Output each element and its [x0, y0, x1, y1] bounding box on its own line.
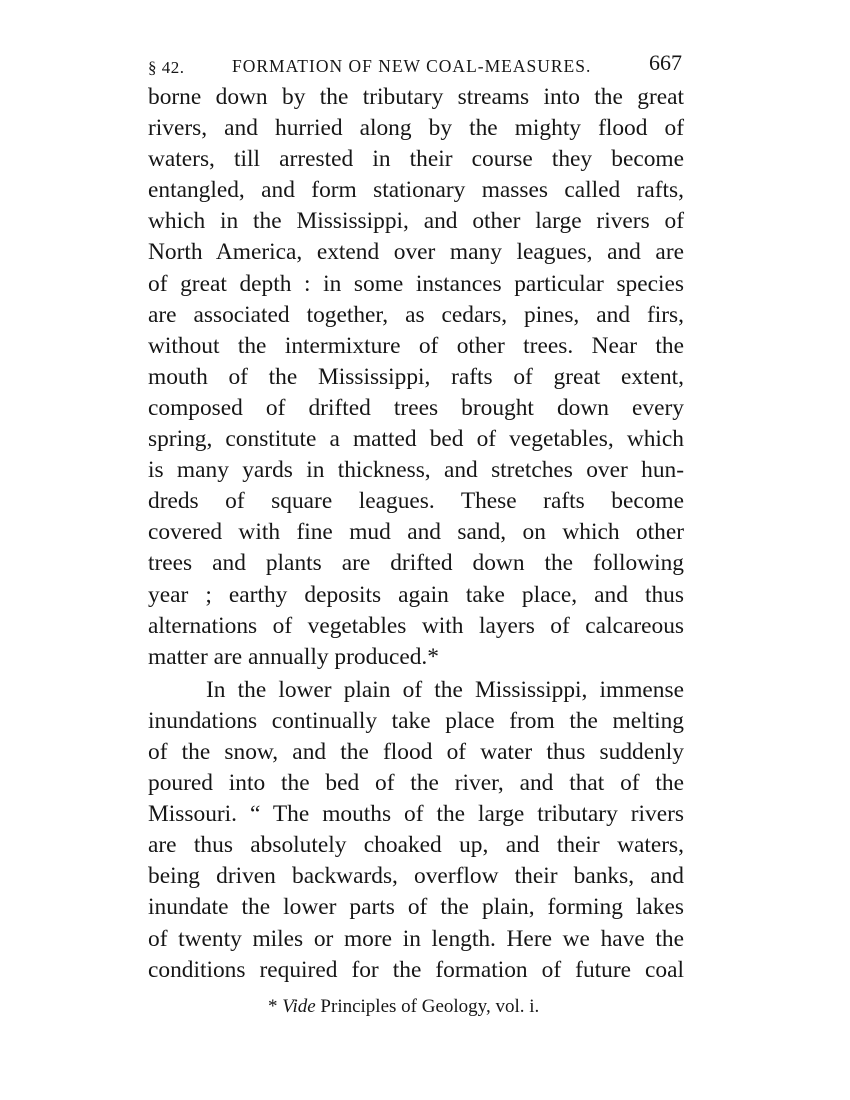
text-line: of great depth : in some instances particular species: [148, 270, 684, 297]
text-line: year ; earthy deposits again take place, and thus: [148, 581, 684, 608]
text-line: are thus absolutely choaked up, and their waters,: [148, 832, 684, 859]
text-line: inundate the lower parts of the plain, forming lakes: [148, 894, 684, 921]
text-line: Missouri. “ The mouths of the large tributary rivers: [148, 801, 684, 828]
footnote-vide: Vide: [282, 995, 316, 1017]
text-line: of twenty miles or more in length. Here we have the: [148, 925, 684, 952]
text-line: matter are annually produced.*: [148, 643, 439, 670]
footnote-marker: *: [268, 995, 278, 1017]
footnote-text: Principles of Geology, vol. i.: [320, 995, 540, 1017]
footnote: [148, 994, 684, 1020]
text-line: waters, till arrested in their course they become: [148, 146, 684, 173]
text-line: mouth of the Mississippi, rafts of great extent,: [148, 363, 684, 390]
running-head: [148, 48, 684, 82]
text-line: being driven backwards, overflow their banks, and: [148, 863, 684, 890]
text-line: of the snow, and the flood of water thus suddenly: [148, 738, 684, 765]
text-line: is many yards in thickness, and stretches over hun-: [148, 457, 684, 484]
text-line: rivers, and hurried along by the mighty flood of: [148, 115, 684, 142]
text-line: inundations continually take place from the melting: [148, 707, 684, 734]
section-number: § 42.: [148, 58, 185, 77]
text-line: covered with fine mud and sand, on which other: [148, 519, 684, 546]
text-line: are associated together, as cedars, pines, and firs,: [148, 301, 684, 328]
text-line: borne down by the tributary streams into the great: [148, 84, 684, 110]
book-page: [148, 48, 684, 1020]
page-number: 667: [649, 50, 682, 75]
text-line: without the intermixture of other trees. Near the: [148, 332, 684, 359]
text-line: poured into the bed of the river, and that of the: [148, 770, 684, 797]
text-line: In the lower plain of the Mississippi, immense: [206, 676, 684, 703]
text-line: dreds of square leagues. These rafts become: [148, 488, 684, 515]
text-line: North America, extend over many leagues, and are: [148, 239, 684, 266]
text-line: which in the Mississippi, and other large rivers of: [148, 208, 684, 235]
text-line: entangled, and form stationary masses called rafts,: [148, 177, 684, 204]
paragraph: [148, 82, 684, 673]
chapter-title: FORMATION OF NEW COAL-MEASURES.: [232, 56, 592, 76]
text-line: alternations of vegetables with layers of calcareous: [148, 612, 684, 639]
text-line: conditions required for the formation of future coal: [148, 956, 684, 983]
text-line: spring, constitute a matted bed of vegetables, which: [148, 426, 684, 453]
text-line: composed of drifted trees brought down every: [148, 394, 684, 421]
paragraph: [148, 675, 684, 986]
text-line: trees and plants are drifted down the following: [148, 550, 684, 577]
